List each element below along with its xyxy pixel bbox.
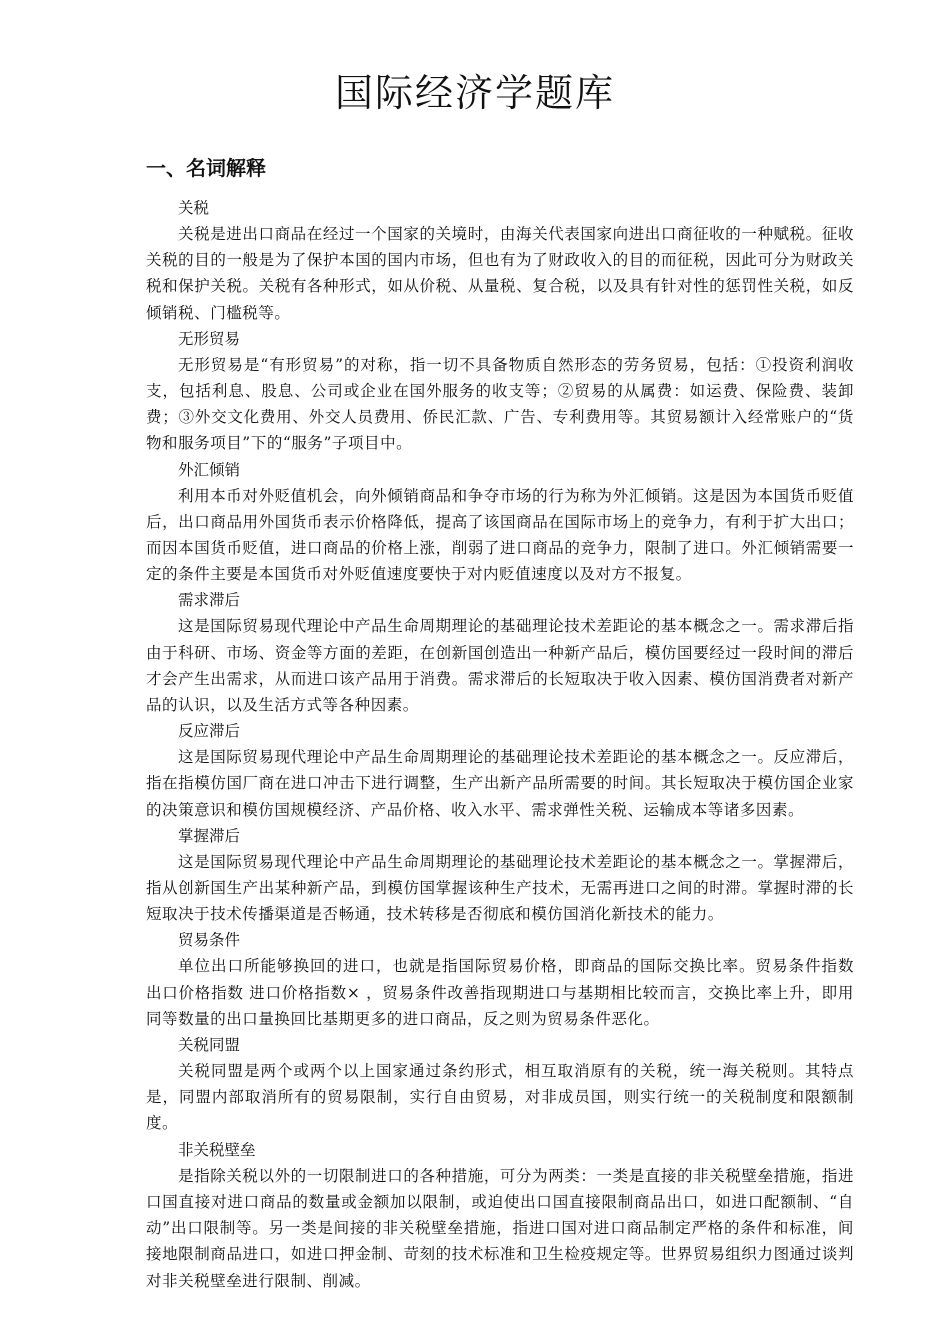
term-title: 反应滞后 <box>178 722 241 741</box>
term-list <box>146 195 854 1294</box>
term-title: 无形贸易 <box>178 329 241 348</box>
term-title: 掌握滞后 <box>178 826 241 845</box>
document-title: 国际经济学题库 <box>334 71 615 115</box>
term-title: 需求滞后 <box>178 591 241 610</box>
section-heading: 一、名词解释 <box>146 156 266 180</box>
term-definition: 这是国际贸易现代理论中产品生命周期理论的基础理论技术差距论的基本概念之一。反应滞后，指在指模仿国厂商在进口冲击下进行调整，生产出新产品所需要的时间。其长短取决于模仿国企业家的决策意识和模仿国规模经济、产品价格、收入水平、需求弹性关税、运输成本等诸多因素。 <box>146 748 854 819</box>
term-definition: 关税同盟是两个或两个以上国家通过条约形式，相互取消原有的关税，统一海关税则。其特点是，同盟内部取消所有的贸易限制，实行自由贸易，对非成员国，则实行统一的关税制度和限额制度。 <box>146 1062 854 1133</box>
term-title: 关税 <box>178 199 210 217</box>
term-entry <box>146 1032 854 1137</box>
term-entry <box>146 927 854 1032</box>
term-definition: 无形贸易是“有形贸易”的对称，指一切不具备物质自然形态的劳务贸易，包括：①投资利润收支，包括利息、股息、公司或企业在国外服务的收支等；②贸易的从属费：如运费、保险费、装卸费；③外交文化费用、外交人员费用、侨民汇款、广告、专利费用等。其贸易额计入经常账户的“货物和服务项目”下的“服务”子项目中。 <box>146 355 854 453</box>
term-entry <box>146 326 854 457</box>
term-entry <box>146 718 854 823</box>
term-definition: 单位出口所能够换回的进口，也就是指国际贸易价格，即商品的国际交换比率。贸易条件指数 出口价格指数 进口价格指数× ，贸易条件改善指现期进口与基期相比较而言，交换比率上升，即用同等数量的出口量换回比基期更多的进口商品，反之则为贸易条件恶化。 <box>146 957 854 1028</box>
term-definition: 这是国际贸易现代理论中产品生命周期理论的基础理论技术差距论的基本概念之一。需求滞后指由于科研、市场、资金等方面的差距，在创新国创造出一种新产品后，模仿国要经过一段时间的滞后才会产生出需求，从而进口该产品用于消费。需求滞后的长短取决于收入因素、模仿国消费者对新产品的认识，以及生活方式等各种因素。 <box>146 617 854 715</box>
term-definition: 关税是进出口商品在经过一个国家的关境时，由海关代表国家向进出口商征收的一种赋税。征收关税的目的一般是为了保护本国的国内市场，但也有为了财政收入的目的而征税，因此可分为财政关税和保护关税。关税有各种形式，如从价税、从量税、复合税，以及具有针对性的惩罚性关税，如反倾销税、门槛税等。 <box>146 225 854 322</box>
term-title: 非关税壁垒 <box>178 1140 256 1159</box>
term-definition: 这是国际贸易现代理论中产品生命周期理论的基础理论技术差距论的基本概念之一。掌握滞后，指从创新国生产出某种新产品，到模仿国掌握该种生产技术，无需再进口之间的时滞。掌握时滞的长短取决于技术传播渠道是否畅通，技术转移是否彻底和模仿国消化新技术的能力。 <box>146 852 854 924</box>
term-definition: 利用本币对外贬值机会，向外倾销商品和争夺市场的行为称为外汇倾销。这是因为本国货币贬值后，出口商品用外国货币表示价格降低，提高了该国商品在国际市场上的竞争力，有利于扩大出口；而因本国货币贬值，进口商品的价格上涨，削弱了进口商品的竞争力，限制了进口。外汇倾销需要一定的条件主要是本国货币对外贬值速度要快于对内贬值速度以及对方不报复。 <box>146 486 854 584</box>
term-title: 外汇倾销 <box>178 460 241 479</box>
term-title: 贸易条件 <box>178 931 241 950</box>
term-entry <box>146 587 854 718</box>
term-entry <box>146 1137 854 1294</box>
term-title: 关税同盟 <box>178 1036 241 1055</box>
term-entry <box>146 457 854 588</box>
term-entry <box>146 823 854 928</box>
term-entry <box>146 195 854 326</box>
term-definition: 是指除关税以外的一切限制进口的各种措施，可分为两类：一类是直接的非关税壁垒措施，指进口国直接对进口商品的数量或金额加以限制，或迫使出口国直接限制商品出口，如进口配额制、“自动”出口限制等。另一类是间接的非关税壁垒措施，指进口国对进口商品制定严格的条件和标准，间接地限制商品进口，如进口押金制、苛刻的技术标准和卫生检疫规定等。世界贸易组织力图通过谈判对非关税壁垒进行限制、削减。 <box>146 1166 854 1290</box>
